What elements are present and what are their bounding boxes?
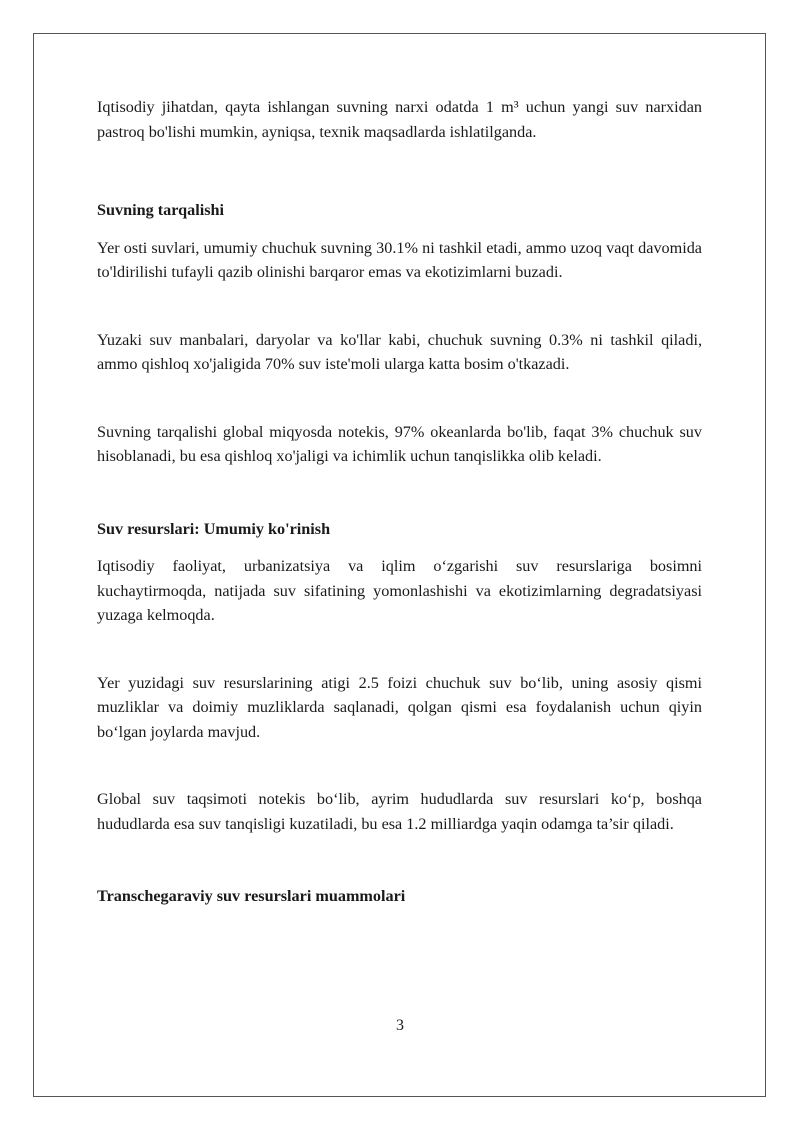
paragraph-recycled-water-cost: Iqtisodiy jihatdan, qayta ishlangan suvning narxi odatda 1 m³ uchun yangi suv narxidan pastroq bo'lishi mumkin, ayniqsa, texnik maqsadlarda ishlatilganda. — [97, 98, 702, 141]
page-number: 3 — [396, 1017, 404, 1034]
paragraph-surface-water: Yuzaki suv manbalari, daryolar va ko'llar kabi, chuchuk suvning 0.3% ni tashkil qiladi, ammo qishloq xo'jaligida 70% suv iste'moli ularga katta bosim o'tkazadi. — [97, 330, 702, 373]
paragraph-uneven-allocation: Global suv taqsimoti notekis bo‘lib, ayrim hududlarda suv resurslari ko‘p, boshqa hududlarda esa suv tanqisligi kuzatiladi, bu esa 1.2 milliardga yaqin odamga ta’sir qiladi. — [97, 790, 702, 833]
paragraph-freshwater-share: Yer yuzidagi suv resurslarining atigi 2.5 foizi chuchuk suv bo‘lib, uning asosiy qismi muzliklar va doimiy muzliklarda saqlanadi, qolgan qismi esa foydalanish uchun qiyin bo‘lgan joylarda mavjud. — [97, 673, 702, 741]
heading-transboundary-water: Transchegaraviy suv resurslari muammolari — [97, 887, 406, 905]
paragraph-global-distribution: Suvning tarqalishi global miqyosda notekis, 97% okeanlarda bo'lib, faqat 3% chuchuk suv hisoblanadi, bu esa qishloq xo'jaligi va ichimlik uchun tanqislikka olib keladi. — [97, 422, 702, 465]
heading-water-resources-overview: Suv resurslari: Umumiy ko'rinish — [97, 519, 331, 538]
paragraph-groundwater: Yer osti suvlari, umumiy chuchuk suvning 30.1% ni tashkil etadi, ammo uzoq vaqt davomida to'ldirilishi tufayli qazib olinishi barqaror emas va ekotizimlarni buzadi. — [97, 238, 702, 281]
heading-water-distribution: Suvning tarqalishi — [97, 201, 225, 219]
page-content — [97, 95, 702, 909]
paragraph-economic-pressure: Iqtisodiy faoliyat, urbanizatsiya va iqlim o‘zgarishi suv resurslariga bosimni kuchaytirmoqda, natijada suv sifatining yomonlashishi va ekotizimlarning degradatsiyasi yuzaga kelmoqda. — [97, 557, 702, 624]
